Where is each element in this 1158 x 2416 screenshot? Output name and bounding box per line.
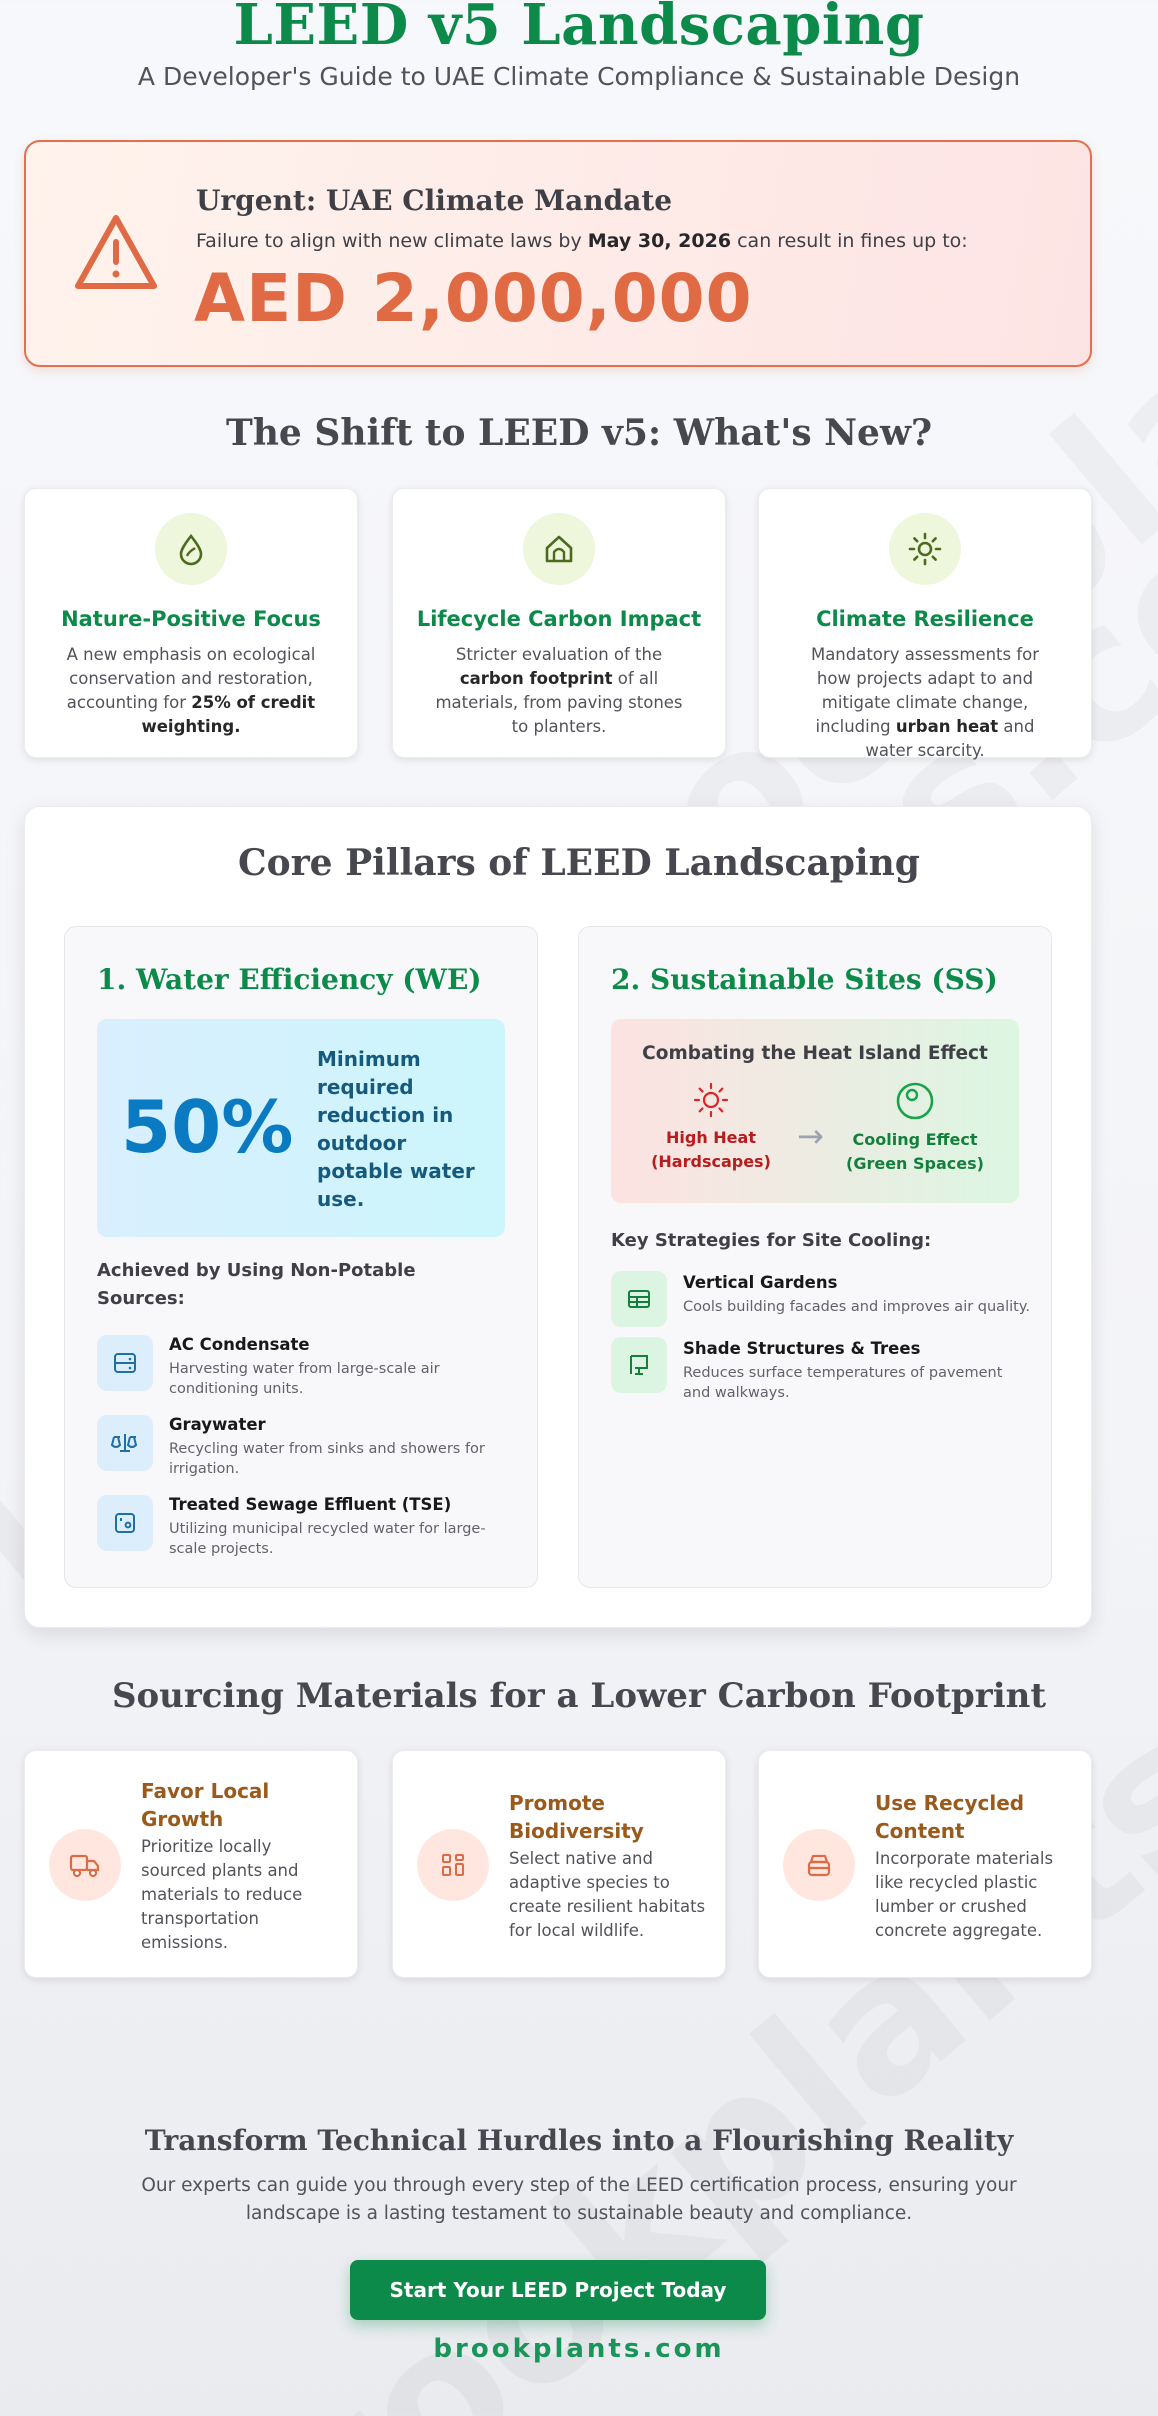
home-icon <box>523 513 595 585</box>
material-card-recycled <box>758 1750 1092 1978</box>
high-heat-label: High Heat (Hardscapes) <box>651 1128 771 1171</box>
arrow-right-icon: → <box>797 1117 824 1155</box>
source-item <box>97 1415 497 1485</box>
materials-title: Sourcing Materials for a Lower Carbon Footprint <box>111 1676 1047 1716</box>
source-desc: Harvesting water from large-scale air conditioning units. <box>169 1361 440 1397</box>
source-name: Graywater <box>169 1415 266 1434</box>
feature-card-resilience <box>758 488 1092 758</box>
high-heat-column <box>641 1081 781 1174</box>
heat-island-title: Combating the Heat Island Effect <box>642 1043 988 1064</box>
source-item <box>97 1335 497 1405</box>
cooling-column <box>845 1081 985 1176</box>
material-title: Favor Local Growth <box>141 1779 270 1831</box>
urgent-alert-banner <box>24 140 1092 367</box>
condensate-icon <box>97 1335 153 1391</box>
cooling-label: Cooling Effect (Green Spaces) <box>846 1130 984 1173</box>
shade-structure-icon <box>611 1337 667 1393</box>
core-pillars-title: Core Pillars of LEED Landscaping <box>238 842 920 884</box>
recycle-icon <box>783 1829 855 1901</box>
strategies-heading: Key Strategies for Site Cooling: <box>611 1230 932 1251</box>
material-card-local <box>24 1750 358 1978</box>
page-title: LEED v5 Landscaping <box>233 0 925 58</box>
hot-sun-icon <box>692 1081 730 1119</box>
heat-island-comparison <box>611 1019 1019 1203</box>
source-item <box>97 1495 497 1565</box>
feature-title: Nature-Positive Focus <box>61 607 321 631</box>
alert-title: Urgent: UAE Climate Mandate <box>196 184 673 217</box>
strategy-name: Vertical Gardens <box>683 1273 838 1292</box>
material-card-biodiversity <box>392 1750 726 1978</box>
whats-new-title: The Shift to LEED v5: What's New? <box>225 412 933 454</box>
material-desc: Select native and adaptive species to create resilient habitats for local wildlife. <box>509 1849 706 1940</box>
sustainable-sites-pillar <box>578 926 1052 1588</box>
feature-text: Mandatory assessments for how projects adapt to and mitigate climate change, including urban heat and water scarcity. <box>810 645 1040 760</box>
source-desc: Recycling water from sinks and showers for irrigation. <box>169 1441 485 1477</box>
alert-deadline: May 30, 2026 <box>587 230 732 252</box>
material-desc: Incorporate materials like recycled plastic lumber or crushed concrete aggregate. <box>875 1849 1054 1940</box>
biodiversity-icon <box>417 1829 489 1901</box>
feature-card-nature <box>24 488 358 758</box>
reduction-text: Minimum required reduction in outdoor potable water use. <box>317 1047 475 1211</box>
reduction-percent: 50% <box>121 1085 294 1169</box>
page-subtitle: A Developer's Guide to UAE Climate Compliance & Sustainable Design <box>137 62 1021 91</box>
source-desc: Utilizing municipal recycled water for large-scale projects. <box>169 1521 486 1557</box>
feature-card-carbon <box>392 488 726 758</box>
material-title: Use Recycled Content <box>875 1791 1025 1843</box>
fine-amount: AED 2,000,000 <box>194 260 753 337</box>
hero-header <box>0 0 1158 110</box>
feature-title: Lifecycle Carbon Impact <box>416 607 702 631</box>
source-name: Treated Sewage Effluent (TSE) <box>169 1495 452 1514</box>
source-name: AC Condensate <box>169 1335 310 1354</box>
strategy-item <box>611 1337 1031 1401</box>
alert-message: Failure to align with new climate laws by May 30, 2026 can result in fines up to: <box>196 230 968 252</box>
strategy-desc: Reduces surface temperatures of pavement and walkways. <box>683 1365 1003 1401</box>
graywater-icon <box>97 1415 153 1471</box>
feature-title: Climate Resilience <box>816 607 1034 631</box>
brand-link[interactable]: brookplants.com <box>433 2334 725 2364</box>
cta-title: Transform Technical Hurdles into a Flourishing Reality <box>144 2124 1014 2157</box>
cta-text: Our experts can guide you through every step of the LEED certification process, ensuring your landscape is a lasting testament to sustainable beauty and compliance. <box>141 2175 1017 2224</box>
material-title: Promote Biodiversity <box>509 1791 644 1843</box>
truck-icon <box>49 1829 121 1901</box>
tse-icon <box>97 1495 153 1551</box>
strategy-item <box>611 1271 1031 1331</box>
sources-heading: Achieved by Using Non-Potable Sources: <box>97 1260 416 1309</box>
pillar-title: 1. Water Efficiency (WE) <box>97 963 482 996</box>
water-efficiency-pillar <box>64 926 538 1588</box>
sun-icon <box>889 513 961 585</box>
water-reduction-stat <box>97 1019 505 1237</box>
feature-text: A new emphasis on ecological conservation and restoration, accounting for 25% of credit weighting. <box>66 645 316 736</box>
material-desc: Prioritize locally sourced plants and materials to reduce transportation emissions. <box>141 1837 303 1952</box>
strategy-name: Shade Structures & Trees <box>683 1339 921 1358</box>
strategy-desc: Cools building facades and improves air quality. <box>683 1299 1030 1315</box>
warning-triangle-icon <box>74 212 158 292</box>
tree-circle-icon <box>895 1081 935 1121</box>
droplet-leaf-icon <box>155 513 227 585</box>
feature-text: Stricter evaluation of the carbon footprint of all materials, from paving stones to planters. <box>435 645 683 736</box>
pillar-title: 2. Sustainable Sites (SS) <box>611 963 998 996</box>
vertical-garden-icon <box>611 1271 667 1327</box>
start-project-button[interactable]: Start Your LEED Project Today <box>350 2260 766 2320</box>
